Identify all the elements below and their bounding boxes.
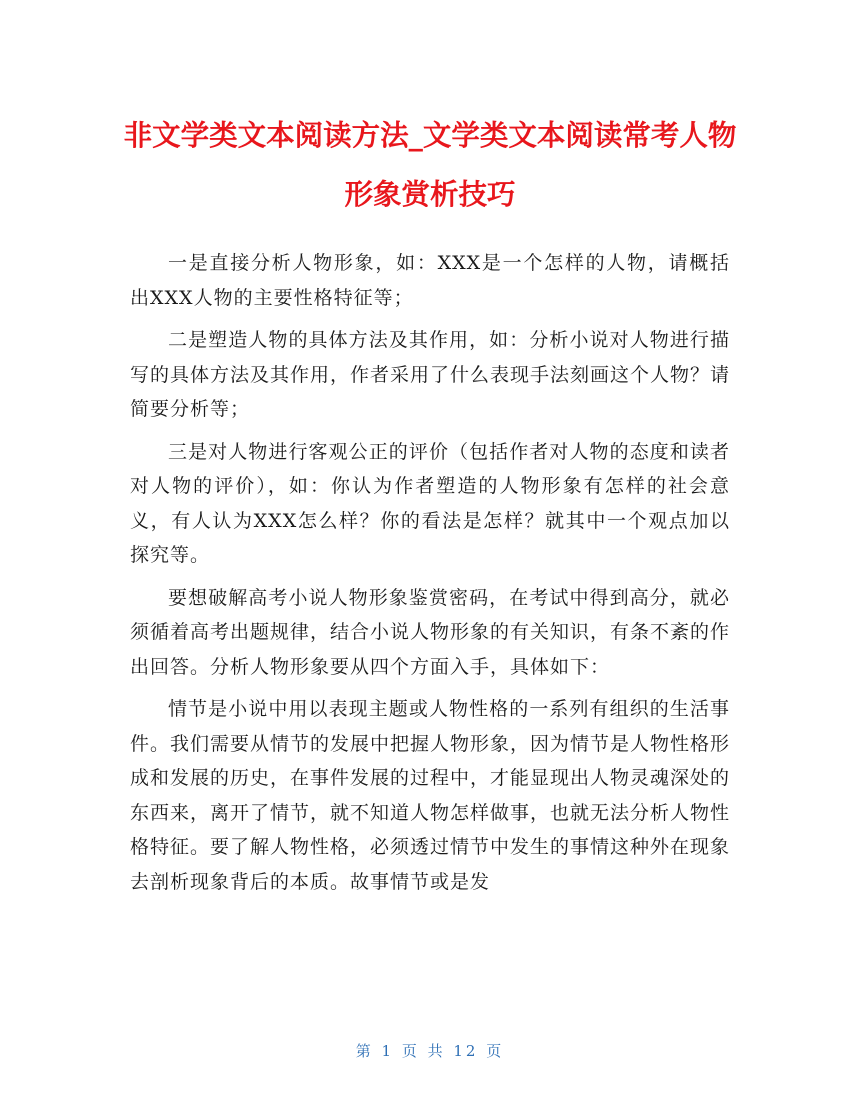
page-number-footer: 第 1 页 共 12 页 <box>355 1042 505 1060</box>
paragraph-4: 要想破解高考小说人物形象鉴赏密码，在考试中得到高分，就必须循着高考出题规律，结合小说人物形象的有关知识，有条不紊的作出回答。分析人物形象要从四个方面入手，具体如下： <box>130 586 731 678</box>
paragraph-2: 二是塑造人物的具体方法及其作用，如：分析小说对人物进行描写的具体方法及其作用，作者采用了什么表现手法刻画这个人物？请简要分析等； <box>130 329 731 420</box>
document-body <box>130 246 730 907</box>
paragraph-1: 一是直接分析人物形象，如：XXX是一个怎样的人物，请概括出XXX人物的主要性格特征等； <box>130 252 730 309</box>
paragraph-5: 情节是小说中用以表现主题或人物性格的一系列有组织的生活事件。我们需要从情节的发展中把握人物形象，因为情节是人物性格形成和发展的历史，在事件发展的过程中，才能显现出人物灵魂深处的东西来，离开了情节，就不知道人物怎样做事，也就无法分析人物性格特征。要了解人物性格，必须透过情节中发生的事情这种外在现象去剖析现象背后的本质。故事情节或是发 <box>130 698 731 893</box>
document-title: 非文学类文本阅读方法_文学类文本阅读常考人物形象赏析技巧 <box>123 119 737 211</box>
paragraph-3: 三是对人物进行客观公正的评价（包括作者对人物的态度和读者对人物的评价），如：你认为作者塑造的人物形象有怎样的社会意义，有人认为XXX怎么样？你的看法是怎样？就其中一个观点加以探究等。 <box>130 440 730 566</box>
